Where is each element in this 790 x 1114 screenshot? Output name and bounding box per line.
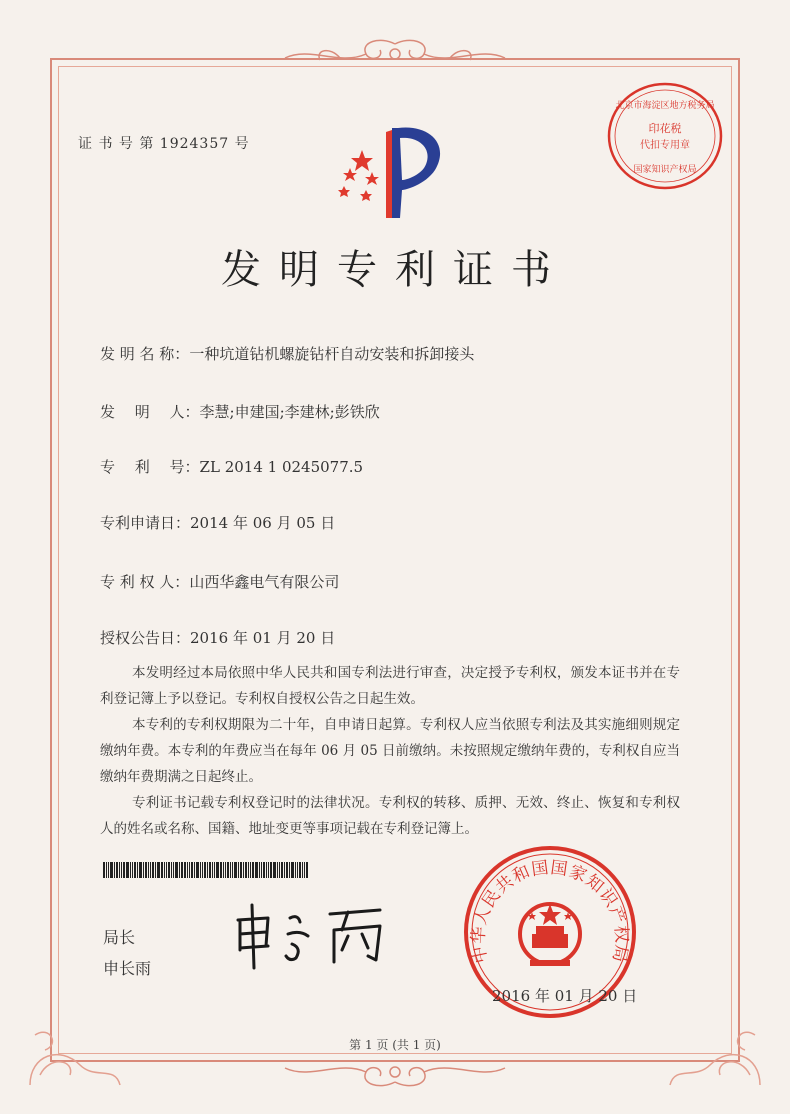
barcode-bar bbox=[266, 862, 267, 878]
barcode-bar bbox=[227, 862, 229, 878]
field-label: 专利申请日： bbox=[100, 514, 191, 532]
barcode-bar bbox=[148, 862, 149, 878]
barcode-bar bbox=[103, 862, 105, 878]
field-label: 专 利 号： bbox=[100, 458, 200, 476]
barcode-bar bbox=[286, 862, 288, 878]
barcode-bar bbox=[234, 862, 237, 878]
barcode-bar bbox=[252, 862, 254, 878]
seal-date: 2016 年 01 月 20 日 bbox=[492, 987, 638, 1005]
field-value: 山西华鑫电气有限公司 bbox=[189, 573, 340, 591]
barcode-bar bbox=[166, 862, 167, 878]
barcode-bar bbox=[189, 862, 190, 878]
tax-stamp-seal bbox=[605, 80, 725, 192]
tax-stamp-ring-text: 北京市海淀区地方税务局 bbox=[615, 101, 715, 111]
barcode-bar bbox=[194, 862, 195, 878]
barcode-bar bbox=[281, 862, 283, 878]
barcode-bar bbox=[263, 862, 265, 878]
barcode-bar bbox=[223, 862, 224, 878]
field-label: 发 明 名 称： bbox=[100, 345, 190, 363]
barcode-bar bbox=[116, 862, 118, 878]
barcode-bar bbox=[220, 862, 222, 878]
barcode-bar bbox=[297, 862, 298, 878]
field-filing-date bbox=[100, 512, 335, 533]
barcode-bar bbox=[279, 862, 280, 878]
barcode-bar bbox=[248, 862, 249, 878]
barcode-bar bbox=[289, 862, 290, 878]
body-paragraph: 本专利的专利权期限为二十年，自申请日起算。专利权人应当依照专利法及其实施细则规定缴纳年费。本专利的年费应当在每年 06 月 05 日前缴纳。未按照规定缴纳年费的，专利权自应当缴纳年费期满之日起终止。 bbox=[100, 717, 680, 785]
bottom-ornament bbox=[280, 1050, 510, 1090]
barcode-bar bbox=[232, 862, 233, 878]
field-patentee bbox=[100, 571, 339, 592]
barcode-bar bbox=[216, 862, 219, 878]
barcode-bar bbox=[299, 862, 301, 878]
barcode-bar bbox=[126, 862, 129, 878]
barcode-bar bbox=[240, 862, 242, 878]
tax-stamp-center-1: 印花税 bbox=[648, 122, 682, 135]
field-label: 授权公告日： bbox=[100, 629, 191, 647]
barcode-bar bbox=[187, 862, 188, 878]
barcode-bar bbox=[123, 862, 125, 878]
signature-title: 局长 bbox=[103, 928, 136, 947]
barcode-bar bbox=[261, 862, 262, 878]
barcode-bar bbox=[132, 862, 133, 878]
field-value: ZL 2014 1 0245077.5 bbox=[199, 458, 364, 476]
barcode-bar bbox=[143, 862, 144, 878]
barcode-bar bbox=[110, 862, 113, 878]
barcode-bar bbox=[171, 862, 172, 878]
field-grant-date bbox=[100, 627, 335, 648]
field-invention-name bbox=[100, 343, 474, 364]
page-title: 发明专利证书 bbox=[221, 247, 569, 293]
barcode-bar bbox=[184, 862, 186, 878]
barcode-bar bbox=[255, 862, 258, 878]
barcode-bar bbox=[225, 862, 226, 878]
signature-name: 申长雨 bbox=[103, 959, 152, 978]
barcode-bar bbox=[284, 862, 285, 878]
body-paragraph: 专利证书记载专利权登记时的法律状况。专利权的转移、质押、无效、终止、恢复和专利权人的姓名或名称、国籍、地址变更等事项记载在专利登记簿上。 bbox=[100, 795, 680, 837]
barcode-bar bbox=[214, 862, 215, 878]
barcode-bar bbox=[179, 862, 180, 878]
barcode-bar bbox=[164, 862, 165, 878]
patent-office-logo-icon bbox=[330, 120, 460, 220]
barcode-bar bbox=[291, 862, 294, 878]
field-value: 李慧;申建国;李建林;彭铁欣 bbox=[199, 403, 380, 421]
barcode-bar bbox=[114, 862, 115, 878]
body-paragraph: 本发明经过本局依照中华人民共和国专利法进行审查，决定授予专利权，颁发本证书并在专利登记簿上予以登记。专利权自授权公告之日起生效。 bbox=[100, 665, 680, 707]
barcode-bar bbox=[108, 862, 109, 878]
barcode-bar bbox=[202, 862, 203, 878]
barcode-bar bbox=[250, 862, 251, 878]
barcode-bar bbox=[295, 862, 296, 878]
barcode-bar bbox=[243, 862, 244, 878]
barcode-bar bbox=[238, 862, 239, 878]
barcode-bar bbox=[259, 862, 260, 878]
barcode-bar bbox=[306, 862, 308, 878]
national-emblem-icon bbox=[520, 904, 580, 966]
certificate-body bbox=[100, 660, 680, 842]
barcode-bar bbox=[168, 862, 170, 878]
field-patent-number bbox=[100, 456, 363, 477]
field-label: 专 利 权 人： bbox=[100, 573, 190, 591]
tax-stamp-center-2: 代扣专用章 bbox=[640, 140, 690, 151]
barcode-bar bbox=[145, 862, 147, 878]
barcode-bar bbox=[152, 862, 154, 878]
field-value: 2014 年 06 月 05 日 bbox=[190, 514, 336, 532]
barcode-bar bbox=[106, 862, 107, 878]
barcode-bar bbox=[191, 862, 193, 878]
barcode-bar bbox=[134, 862, 136, 878]
barcode-bar bbox=[119, 862, 120, 878]
top-ornament bbox=[280, 36, 510, 76]
certificate-number: 证 书 号 第 1924357 号 bbox=[78, 136, 250, 152]
barcode-bar bbox=[212, 862, 213, 878]
barcode-bar bbox=[268, 862, 269, 878]
barcode-bar bbox=[130, 862, 131, 878]
barcode-bar bbox=[150, 862, 151, 878]
field-value: 2016 年 01 月 20 日 bbox=[190, 629, 336, 647]
barcode bbox=[103, 862, 373, 878]
barcode-bar bbox=[204, 862, 206, 878]
barcode-bar bbox=[121, 862, 122, 878]
barcode-bar bbox=[304, 862, 305, 878]
page-footer: 第 1 页 (共 1 页) bbox=[349, 1038, 441, 1052]
barcode-bar bbox=[175, 862, 178, 878]
barcode-bar bbox=[157, 862, 160, 878]
barcode-bar bbox=[139, 862, 142, 878]
barcode-bar bbox=[161, 862, 163, 878]
barcode-bar bbox=[137, 862, 138, 878]
handwritten-signature bbox=[230, 900, 400, 970]
barcode-bar bbox=[277, 862, 278, 878]
field-label: 发 明 人： bbox=[100, 403, 200, 421]
barcode-bar bbox=[270, 862, 272, 878]
barcode-bar bbox=[209, 862, 211, 878]
barcode-bar bbox=[181, 862, 183, 878]
barcode-bar bbox=[245, 862, 247, 878]
tax-stamp-bottom-text: 国家知识产权局 bbox=[633, 165, 697, 175]
barcode-bar bbox=[230, 862, 231, 878]
barcode-bar bbox=[155, 862, 156, 878]
barcode-bar bbox=[200, 862, 201, 878]
barcode-bar bbox=[173, 862, 174, 878]
official-seal-text: 中华人民共和国国家知识产权局 bbox=[468, 857, 632, 965]
field-value: 一种坑道钻机螺旋钻杆自动安装和拆卸接头 bbox=[189, 345, 475, 363]
barcode-bar bbox=[207, 862, 208, 878]
barcode-bar bbox=[302, 862, 303, 878]
field-inventor bbox=[100, 401, 380, 422]
barcode-bar bbox=[273, 862, 276, 878]
barcode-bar bbox=[196, 862, 199, 878]
